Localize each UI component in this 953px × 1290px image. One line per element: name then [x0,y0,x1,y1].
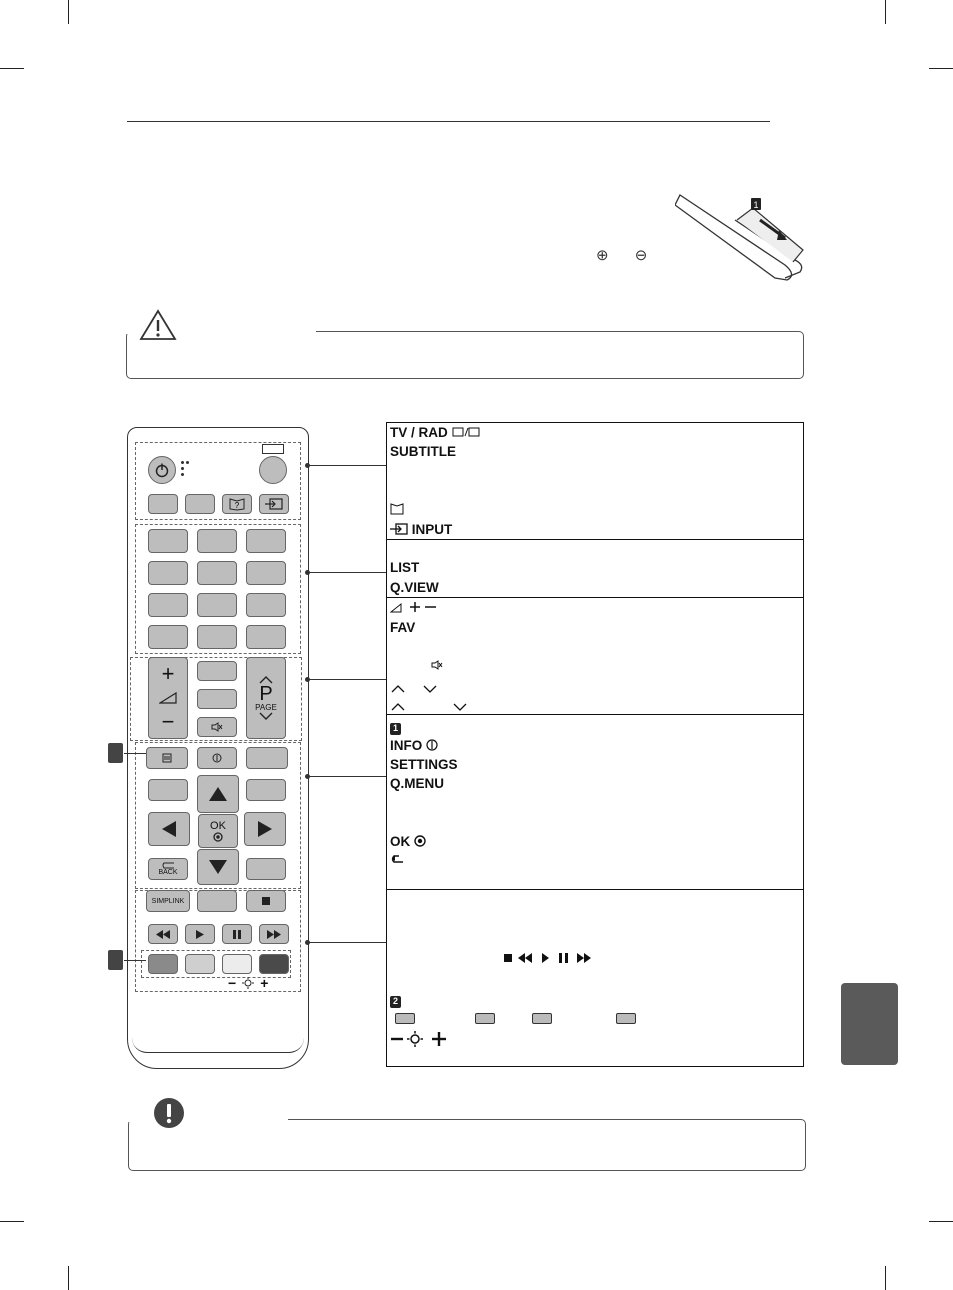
page-label: PAGE [255,703,277,712]
stop-button[interactable] [246,890,286,912]
text-button[interactable] [146,747,188,769]
crop-mark [885,1266,886,1290]
back-label: BACK [158,869,178,876]
tv-rad-icon [262,444,284,454]
desc-fav: FAV [390,620,416,635]
info-icon [212,753,222,763]
right-arrow-button[interactable] [244,812,286,846]
callout-1 [108,743,123,763]
step-1-badge: 1 [753,200,759,210]
brightness-icon [242,977,254,989]
brightness-plus: + [260,975,269,991]
ok-label: OK [210,819,226,832]
desc-step-1: 1 [390,719,401,735]
chevron-down-icon [258,712,274,721]
subtitle-button[interactable] [148,494,178,514]
desc-qview: Q.VIEW [390,580,439,595]
mute-icon [431,660,443,670]
blue-button[interactable] [259,954,289,974]
desc-settings: SETTINGS [390,757,458,772]
button-description-table [386,422,804,1067]
info-button[interactable] [197,747,237,769]
pause-button[interactable] [222,924,252,944]
crop-mark [0,1221,24,1222]
number-button-9[interactable] [246,593,286,617]
guide-button[interactable] [222,494,252,514]
svg-text:?: ? [234,501,240,510]
red-button[interactable] [148,954,178,974]
ad-button[interactable] [197,890,237,912]
media-controls-icon [503,953,593,964]
caution-icon [138,308,178,342]
up-arrow-button[interactable] [197,775,239,813]
red-key-icon [395,1013,415,1024]
pause-icon [233,930,241,939]
minus-symbol: ⊖ [634,247,648,264]
play-icon [196,930,204,939]
yellow-button[interactable] [222,954,252,974]
programme-rocker[interactable] [246,657,286,739]
number-button-0[interactable] [197,625,237,649]
desc-page [390,699,474,714]
fav-button[interactable] [197,661,237,681]
green-button[interactable] [185,954,215,974]
desc-info: INFO [390,738,438,753]
mute-button[interactable] [197,717,237,737]
teletext-icon [162,753,172,763]
arrow-up-icon [208,786,228,802]
leader-line [307,679,386,680]
arrow-left-icon [161,820,177,838]
exit-button[interactable] [246,858,286,880]
power-button[interactable] [148,456,176,484]
desc-subtitle: SUBTITLE [390,444,456,459]
arrow-right-icon [257,820,273,838]
volume-down-label: − [161,709,175,735]
back-icon [161,862,175,869]
back-button[interactable] [148,858,188,880]
plus-symbol: ⊕ [596,247,609,264]
desc-volume [390,601,438,616]
mute-icon [211,722,223,732]
remote-control [127,427,309,1069]
battery-cover-illustration [675,190,810,285]
list-button[interactable] [148,625,188,649]
desc-guide [390,503,404,518]
leader-line [307,465,386,466]
number-button-3[interactable] [246,529,286,553]
tinput-button[interactable] [246,747,288,769]
volume-plus-minus-icon [390,601,438,613]
desc-qmenu: Q.MENU [390,776,444,791]
desc-media-controls [503,952,593,967]
guide-icon [390,503,404,515]
input-icon [264,497,284,511]
desc-ok: OK [390,834,426,849]
tv-rad-button[interactable] [259,456,287,484]
note-box [128,1119,806,1171]
simplink-label: SIMPLINK [151,897,185,905]
info-icon [426,739,438,751]
ok-button[interactable] [198,814,238,848]
tv-rad-icon [452,426,480,438]
qmenu-button[interactable] [246,779,286,801]
desc-back [390,853,404,868]
page-up-down-icon [390,701,474,711]
rewind-icon [156,930,170,939]
volume-icon [159,692,177,704]
ok-circle-icon [213,832,223,842]
header-rule [127,121,770,122]
caution-box [126,331,804,379]
blue-key-icon [616,1013,636,1024]
number-button-5[interactable] [197,561,237,585]
callout-2 [108,950,123,970]
stop-icon [262,897,270,905]
fast-forward-button[interactable] [259,924,289,944]
volume-rocker[interactable] [148,657,188,739]
fast-forward-icon [267,930,281,939]
ok-circle-icon [414,835,426,847]
desc-input: INPUT [390,522,452,537]
guide-icon [228,497,246,511]
down-arrow-button[interactable] [197,849,239,885]
battery-polarity [596,246,669,264]
desc-tv-rad: TV / RAD [390,425,480,440]
desc-brightness [390,1031,450,1050]
qview-button[interactable] [246,625,286,649]
desc-programme [390,681,450,696]
number-button-1[interactable] [148,529,188,553]
rewind-button[interactable] [148,924,178,944]
brightness-control-icon [390,1031,450,1047]
number-button-2[interactable] [197,529,237,553]
input-icon [390,523,408,535]
note-icon [152,1096,186,1130]
settings-button[interactable] [148,779,188,801]
desc-list: LIST [390,560,420,575]
autoplay-button[interactable] [185,494,215,514]
back-icon [390,853,404,865]
left-arrow-button[interactable] [148,812,190,846]
leader-line [307,942,386,943]
leader-line [307,776,386,777]
leader-line [124,753,146,754]
simplink-button[interactable] [146,890,190,912]
desc-step-2: 2 [390,992,401,1008]
3d-button[interactable] [197,689,237,709]
crop-mark [929,1221,953,1222]
power-icon [154,462,170,478]
brightness-minus: − [228,975,237,991]
leader-line [307,572,386,573]
programme-label: P [259,683,273,705]
input-button[interactable] [259,494,289,514]
play-button[interactable] [185,924,215,944]
desc-mute [431,658,443,673]
number-button-8[interactable] [197,593,237,617]
leader-line [124,960,146,961]
programme-up-down-icon [390,683,450,693]
language-tab [841,983,898,1065]
number-button-6[interactable] [246,561,286,585]
brightness-control-label [228,975,268,991]
yellow-key-icon [532,1013,552,1024]
crop-mark [929,68,953,69]
crop-mark [0,68,24,69]
volume-up-label: + [161,660,175,686]
crop-mark [68,1266,69,1290]
number-button-4[interactable] [148,561,188,585]
number-button-7[interactable] [148,593,188,617]
crop-mark [68,0,69,24]
green-key-icon [475,1013,495,1024]
crop-mark [885,0,886,24]
arrow-down-icon [208,859,228,875]
remote-base-curve [132,1038,304,1053]
